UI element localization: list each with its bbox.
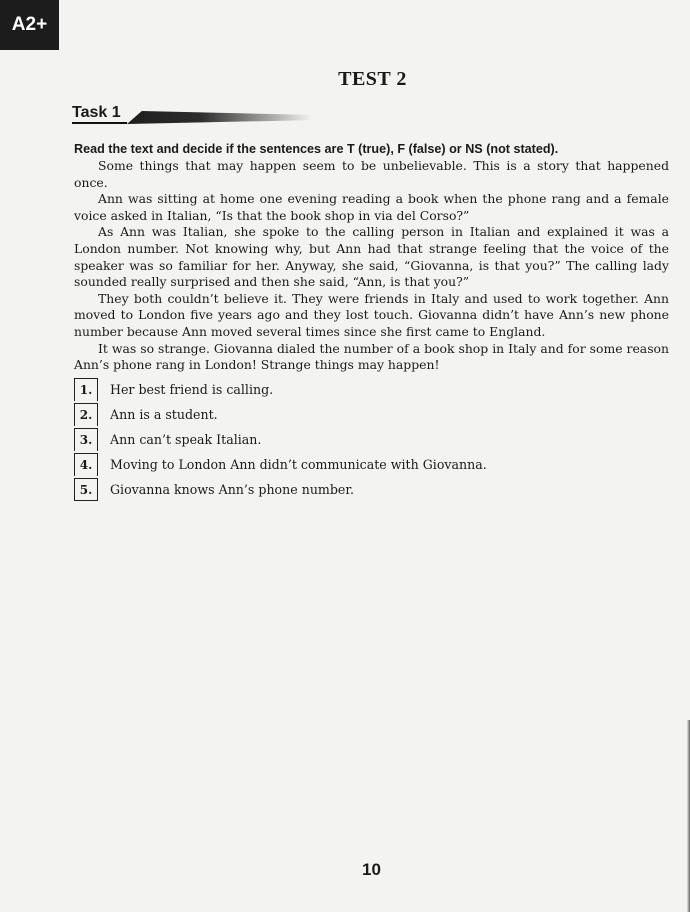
statement-number-box[interactable]: 3.: [74, 428, 98, 451]
statement-text: Moving to London Ann didn’t communicate with Giovanna.: [110, 457, 487, 472]
paragraph: It was so strange. Giovanna dialed the number of a book shop in Italy and for some reason Ann’s phone rang in London! Strange things may happen!: [74, 340, 669, 373]
page-number: 10: [362, 860, 381, 879]
task-header-bar: [127, 111, 312, 124]
reading-text: [74, 158, 669, 374]
statement-number-box[interactable]: 4.: [74, 453, 98, 476]
statement-number-box[interactable]: 1.: [74, 378, 98, 401]
statement-item: [74, 477, 487, 502]
statement-list: [74, 377, 487, 502]
statement-item: [74, 402, 487, 427]
test-title: TEST 2: [338, 68, 407, 90]
statement-item: [74, 452, 487, 477]
task-label: Task 1: [72, 103, 127, 124]
statement-item: [74, 377, 487, 402]
paragraph: Some things that may happen seem to be unbelievable. This is a story that happened once.: [74, 158, 669, 190]
level-badge: A2+: [0, 0, 59, 50]
statement-text: Giovanna knows Ann’s phone number.: [110, 482, 355, 497]
statement-text: Ann can’t speak Italian.: [110, 432, 262, 447]
task-header: [72, 103, 312, 127]
statement-text: Ann is a student.: [110, 407, 218, 422]
task-instruction: Read the text and decide if the sentences are T (true), F (false) or NS (not stated).: [74, 142, 559, 156]
statement-number-box[interactable]: 5.: [74, 478, 98, 501]
paragraph: They both couldn’t believe it. They were friends in Italy and used to work together. Ann moved to London five years ago and they lost touch. Giovanna didn’t have Ann’s new phone number because Ann moved several times since she first came to England.: [74, 290, 669, 339]
paragraph: As Ann was Italian, she spoke to the calling person in Italian and explained it was a London number. Not knowing why, but Ann had that strange feeling that the voice of the speaker was so familiar for her. Anyway, she said, “Giovanna, is that you?” The calling lady sounded really surprised and then she said, “Ann, is that you?”: [74, 224, 669, 290]
statement-text: Her best friend is calling.: [110, 382, 274, 397]
paragraph: Ann was sitting at home one evening reading a book when the phone rang and a female voice asked in Italian, “Is that the book shop in via del Corso?”: [74, 191, 669, 223]
statement-item: [74, 427, 487, 452]
statement-number-box[interactable]: 2.: [74, 403, 98, 426]
